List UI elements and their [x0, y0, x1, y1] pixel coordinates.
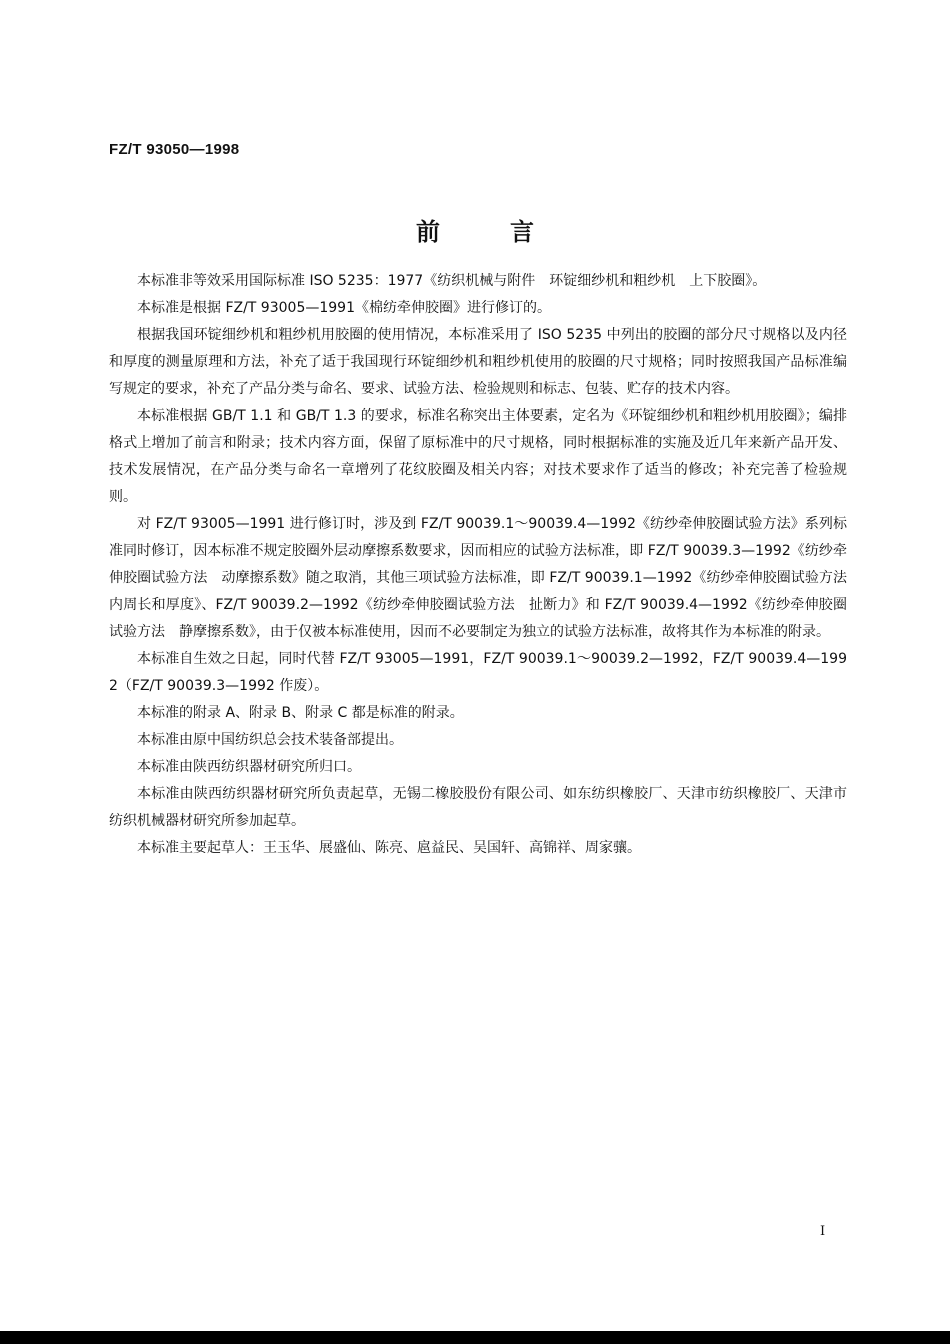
paragraph-revision-basis: 本标准是根据 FZ/T 93005—1991《棉纺牵伸胶圈》进行修订的。 — [137, 300, 551, 316]
paragraph-usage: 根据我国环锭细纱机和粗纱机用胶圈的使用情况，本标准采用了 ISO 5235 中列出的胶圈的部分尺寸规格以及内径和厚度的测量原理和方法，补充了适于我国现行环锭细纱机和粗纱机使用的胶圈的尺寸规格；同时按照我国产品标准编写规定的要求，补充了产品分类与命名、要求、试验方法、检验规则和标志、包装、贮存的技术内容。 — [109, 327, 847, 397]
paragraph-test-methods: 对 FZ/T 93005—1991 进行修订时，涉及到 FZ/T 90039.1～90039.4—1992《纺纱牵伸胶圈试验方法》系列标准同时修订，因本标准不规定胶圈外层动摩擦系数要求，因而相应的试验方法标准，即 FZ/T 90039.3—1992《纺纱牵伸胶圈试验方法 动摩擦系数》随之取消，其他三项试验方法标准，即 FZ/T 90039.1—1992《纺纱牵伸胶圈试验方法 内周长和厚度》、FZ/T 90039.2—1992《纺纱牵伸胶圈试验方法 扯断力》和 FZ/T 90039.4—1992《纺纱牵伸胶圈试验方法 静摩擦系数》，由于仅被本标准使用，因而不必要制定为独立的试验方法标准，故将其作为本标准的附录。 — [109, 516, 861, 640]
paragraph-naming: 本标准根据 GB/T 1.1 和 GB/T 1.3 的要求，标准名称突出主体要素，定名为《环锭细纱机和粗纱机用胶圈》；编排格式上增加了前言和附录；技术内容方面，保留了原标准中的尺寸规格，同时根据标准的实施及近几年来新产品开发、技术发展情况，在产品分类与命名一章增列了花纹胶圈及相关内容；对技术要求作了适当的修改；补充完善了检验规则。 — [109, 408, 847, 505]
paragraph-proposed-by: 本标准由原中国纺织总会技术装备部提出。 — [137, 732, 403, 748]
page-title: 前言 — [416, 218, 604, 246]
standard-code: FZ/T 93050—1998 — [109, 141, 240, 158]
paragraph-centralized-by: 本标准由陕西纺织器材研究所归口。 — [137, 759, 361, 775]
paragraph-supersedes: 本标准自生效之日起，同时代替 FZ/T 93005—1991，FZ/T 90039.1～90039.2—1992，FZ/T 90039.4—1992（FZ/T 90039.3—1992 作废）。 — [109, 651, 847, 694]
paragraph-drafting-units: 本标准由陕西纺织器材研究所负责起草，无锡二橡胶股份有限公司、如东纺织橡胶厂、天津市纺织橡胶厂、天津市纺织机械器材研究所参加起草。 — [109, 786, 847, 829]
page-number: I — [820, 1224, 826, 1239]
paragraph-adoption: 本标准非等效采用国际标准 ISO 5235：1977《纺织机械与附件 环锭细纱机和粗纱机 上下胶圈》。 — [137, 273, 767, 289]
paragraph-drafters: 本标准主要起草人：王玉华、展盛仙、陈亮、扈益民、吴国轩、高锦祥、周家骧。 — [137, 840, 641, 856]
paragraph-annexes: 本标准的附录 A、附录 B、附录 C 都是标准的附录。 — [137, 705, 464, 721]
bottom-border — [0, 1331, 950, 1344]
foreword-body — [109, 268, 861, 862]
